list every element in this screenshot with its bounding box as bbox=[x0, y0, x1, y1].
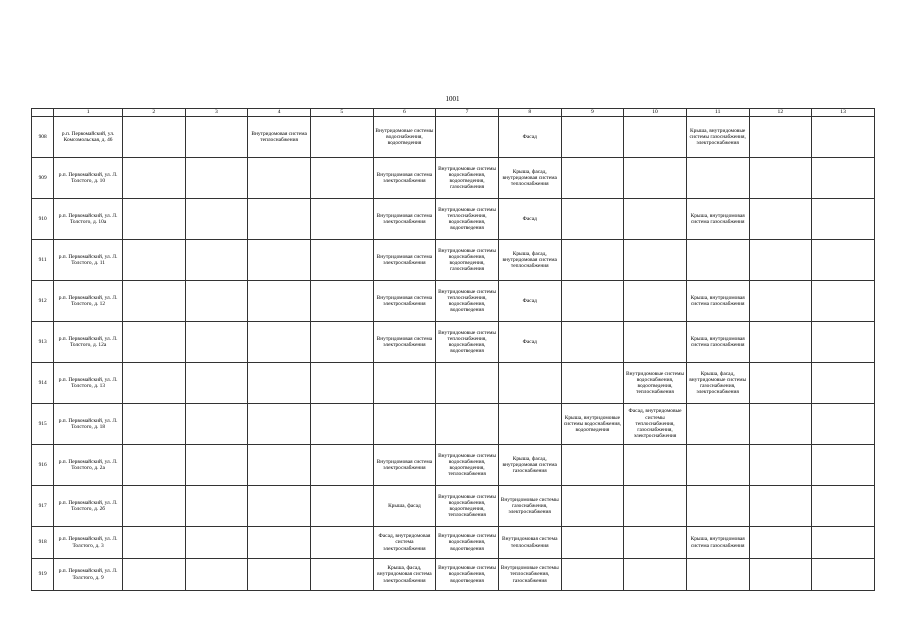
work-cell bbox=[436, 117, 499, 158]
work-cell bbox=[122, 281, 185, 322]
work-cell bbox=[310, 559, 373, 591]
work-cell bbox=[122, 199, 185, 240]
work-cell bbox=[749, 158, 812, 199]
table-row bbox=[32, 527, 875, 559]
work-cell bbox=[248, 559, 311, 591]
work-cell bbox=[436, 363, 499, 404]
row-number-cell: 909 bbox=[32, 158, 54, 199]
table-row bbox=[32, 158, 875, 199]
work-cell bbox=[248, 158, 311, 199]
work-cell: Внутридомовые системы водоснабжения, водоотведения, теплоснабжения bbox=[624, 363, 687, 404]
work-cell bbox=[561, 322, 624, 363]
page-number: 1001 bbox=[445, 95, 460, 103]
work-cell bbox=[185, 199, 248, 240]
work-cell: Крыша, внутридомовая система газоснабжения bbox=[686, 322, 749, 363]
work-cell: Крыша, внутридомовая система газоснабжения bbox=[686, 199, 749, 240]
work-cell bbox=[185, 322, 248, 363]
work-cell bbox=[624, 559, 687, 591]
work-cell bbox=[185, 363, 248, 404]
header-cell: 10 bbox=[624, 109, 687, 117]
work-cell: Крыша, фасад, внутридомовая система газоснабжения bbox=[498, 445, 561, 486]
table-row bbox=[32, 559, 875, 591]
work-cell bbox=[561, 240, 624, 281]
row-number-cell: 912 bbox=[32, 281, 54, 322]
header-cell-blank bbox=[32, 109, 54, 117]
work-cell: Фасад, внутридомовая система электроснабжения bbox=[373, 527, 436, 559]
work-cell bbox=[749, 445, 812, 486]
table-row bbox=[32, 199, 875, 240]
table-row bbox=[32, 445, 875, 486]
table-body bbox=[32, 109, 875, 591]
work-cell: Крыша, фасад, внутридомовая система электроснабжения bbox=[373, 559, 436, 591]
table-header-row bbox=[32, 109, 875, 117]
work-cell bbox=[561, 527, 624, 559]
work-cell bbox=[122, 158, 185, 199]
header-cell: 6 bbox=[373, 109, 436, 117]
work-cell bbox=[624, 117, 687, 158]
work-cell: Внутридомовые системы водоснабжения, водоотведения, теплоснабжения bbox=[436, 445, 499, 486]
work-cell bbox=[498, 404, 561, 445]
work-cell bbox=[624, 281, 687, 322]
table-row bbox=[32, 117, 875, 158]
table-row bbox=[32, 363, 875, 404]
row-number-cell: 910 bbox=[32, 199, 54, 240]
work-cell bbox=[310, 281, 373, 322]
work-cell bbox=[812, 322, 875, 363]
work-cell bbox=[624, 445, 687, 486]
address-cell: р.п. Первомайский, ул. Л. Толстого, д. 2а bbox=[54, 445, 123, 486]
work-cell bbox=[686, 404, 749, 445]
work-cell bbox=[812, 199, 875, 240]
work-cell bbox=[624, 199, 687, 240]
address-cell: р.п. Первомайский, ул. Л. Толстого, д. 12 bbox=[54, 281, 123, 322]
work-cell bbox=[248, 240, 311, 281]
address-cell: р.п. Первомайский, ул. Л. Толстого, д. 3 bbox=[54, 527, 123, 559]
work-cell bbox=[310, 117, 373, 158]
table-row bbox=[32, 322, 875, 363]
work-cell bbox=[310, 240, 373, 281]
work-cell bbox=[561, 199, 624, 240]
header-cell: 12 bbox=[749, 109, 812, 117]
work-cell bbox=[686, 240, 749, 281]
work-cell: Внутридомовая система электроснабжения bbox=[373, 158, 436, 199]
work-cell bbox=[686, 158, 749, 199]
work-cell bbox=[310, 486, 373, 527]
work-cell bbox=[812, 445, 875, 486]
work-cell bbox=[185, 527, 248, 559]
row-number-cell: 917 bbox=[32, 486, 54, 527]
work-cell: Внутридомовые системы теплоснабжения, водоснабжения, водоотведения bbox=[436, 322, 499, 363]
work-cell: Внутридомовые системы газоснабжения, электроснабжения bbox=[498, 486, 561, 527]
work-cell bbox=[310, 363, 373, 404]
table-row bbox=[32, 240, 875, 281]
header-cell: 4 bbox=[248, 109, 311, 117]
work-cell bbox=[185, 158, 248, 199]
header-cell: 13 bbox=[812, 109, 875, 117]
work-cell bbox=[812, 559, 875, 591]
row-number-cell: 916 bbox=[32, 445, 54, 486]
work-cell: Фасад bbox=[498, 322, 561, 363]
work-cell bbox=[749, 404, 812, 445]
work-cell bbox=[122, 527, 185, 559]
header-cell: 11 bbox=[686, 109, 749, 117]
work-cell: Внутридомовые системы теплоснабжения, водоснабжения, водоотведения bbox=[436, 199, 499, 240]
work-cell bbox=[185, 486, 248, 527]
work-cell bbox=[185, 445, 248, 486]
row-number-cell: 914 bbox=[32, 363, 54, 404]
work-cell bbox=[686, 445, 749, 486]
work-cell: Внутридомовые системы водоснабжения, водоотведения bbox=[373, 117, 436, 158]
work-cell bbox=[122, 486, 185, 527]
address-cell: р.п. Первомайский, ул. Л. Толстого, д. 9 bbox=[54, 559, 123, 591]
work-cell bbox=[248, 527, 311, 559]
work-cell bbox=[812, 404, 875, 445]
work-cell bbox=[812, 240, 875, 281]
work-cell bbox=[624, 240, 687, 281]
work-cell: Крыша, фасад bbox=[373, 486, 436, 527]
work-cell bbox=[122, 117, 185, 158]
work-cell bbox=[561, 363, 624, 404]
work-cell: Внутридомовая система теплоснабжения bbox=[248, 117, 311, 158]
work-cell bbox=[436, 404, 499, 445]
address-cell: р.п. Первомайский, ул. Л. Толстого, д. 11 bbox=[54, 240, 123, 281]
work-cell bbox=[248, 281, 311, 322]
work-cell bbox=[122, 363, 185, 404]
work-cell bbox=[310, 404, 373, 445]
work-cell bbox=[248, 445, 311, 486]
work-cell bbox=[248, 404, 311, 445]
work-cell bbox=[686, 559, 749, 591]
work-cell: Внутридомовые системы водоснабжения, водоотведения bbox=[436, 527, 499, 559]
work-cell: Внутридомовая система электроснабжения bbox=[373, 281, 436, 322]
schedule-table bbox=[31, 108, 875, 591]
work-cell: Внутридомовые системы водоснабжения, водоотведения bbox=[436, 559, 499, 591]
work-cell: Фасад bbox=[498, 117, 561, 158]
work-cell bbox=[561, 445, 624, 486]
work-cell bbox=[624, 158, 687, 199]
work-cell: Крыша, внутридомовые системы газоснабжения, электроснабжения bbox=[686, 117, 749, 158]
work-cell: Крыша, внутридомовая система газоснабжения bbox=[686, 527, 749, 559]
work-cell: Внутридомовая система электроснабжения bbox=[373, 240, 436, 281]
work-cell bbox=[122, 322, 185, 363]
work-cell bbox=[310, 199, 373, 240]
header-cell: 1 bbox=[54, 109, 123, 117]
address-cell: р.п. Первомайский, ул. Л. Толстого, д. 10а bbox=[54, 199, 123, 240]
work-cell bbox=[122, 240, 185, 281]
address-cell: р.п. Первомайский, ул. Л. Толстого, д. 10 bbox=[54, 158, 123, 199]
work-cell: Внутридомовые системы теплоснабжения, газоснабжения bbox=[498, 559, 561, 591]
work-cell: Внутридомовые системы водоснабжения, водоотведения, газоснабжения bbox=[436, 240, 499, 281]
work-cell bbox=[624, 527, 687, 559]
work-cell bbox=[185, 281, 248, 322]
work-cell bbox=[310, 527, 373, 559]
work-cell bbox=[749, 527, 812, 559]
row-number-cell: 911 bbox=[32, 240, 54, 281]
work-cell bbox=[498, 363, 561, 404]
work-cell bbox=[122, 445, 185, 486]
address-cell: р.п. Первомайский, ул. Л. Толстого, д. 18 bbox=[54, 404, 123, 445]
row-number-cell: 918 bbox=[32, 527, 54, 559]
work-cell bbox=[185, 117, 248, 158]
header-cell: 7 bbox=[436, 109, 499, 117]
work-cell bbox=[373, 404, 436, 445]
header-cell: 2 bbox=[122, 109, 185, 117]
work-cell bbox=[749, 363, 812, 404]
work-cell bbox=[749, 199, 812, 240]
work-cell bbox=[812, 486, 875, 527]
work-cell: Внутридомовая система электроснабжения bbox=[373, 445, 436, 486]
work-cell bbox=[248, 363, 311, 404]
row-number-cell: 908 bbox=[32, 117, 54, 158]
work-cell bbox=[248, 322, 311, 363]
work-cell bbox=[122, 404, 185, 445]
work-cell bbox=[310, 158, 373, 199]
work-cell: Внутридомовые системы теплоснабжения, водоснабжения, водоотведения bbox=[436, 281, 499, 322]
work-cell: Фасад bbox=[498, 199, 561, 240]
work-cell bbox=[812, 527, 875, 559]
table-row bbox=[32, 281, 875, 322]
work-cell: Крыша, внутридомовая система газоснабжения bbox=[686, 281, 749, 322]
work-cell: Крыша, фасад, внутридомовая система теплоснабжения bbox=[498, 158, 561, 199]
work-cell: Внутридомовые системы водоснабжения, водоотведения, газоснабжения bbox=[436, 158, 499, 199]
work-cell bbox=[185, 559, 248, 591]
work-cell bbox=[248, 486, 311, 527]
work-cell: Внутридомовая система электроснабжения bbox=[373, 322, 436, 363]
work-cell bbox=[812, 117, 875, 158]
work-cell bbox=[561, 158, 624, 199]
work-cell: Фасад bbox=[498, 281, 561, 322]
header-cell: 5 bbox=[310, 109, 373, 117]
header-cell: 9 bbox=[561, 109, 624, 117]
work-cell bbox=[749, 117, 812, 158]
work-cell: Внутридомовая система электроснабжения bbox=[373, 199, 436, 240]
work-cell bbox=[310, 445, 373, 486]
work-cell bbox=[561, 281, 624, 322]
work-cell bbox=[749, 322, 812, 363]
work-cell bbox=[561, 559, 624, 591]
address-cell: р.п. Первомайский, ул. Л. Толстого, д. 13 bbox=[54, 363, 123, 404]
row-number-cell: 915 bbox=[32, 404, 54, 445]
work-cell: Внутридомовая система теплоснабжения bbox=[498, 527, 561, 559]
work-cell: Крыша, фасад, внутридомовые системы газоснабжения, электроснабжения bbox=[686, 363, 749, 404]
table-row bbox=[32, 486, 875, 527]
work-cell bbox=[561, 117, 624, 158]
address-cell: р.п. Первомайский, ул. Комсомольская, д. 46 bbox=[54, 117, 123, 158]
work-cell bbox=[812, 281, 875, 322]
work-cell: Крыша, внутридомовые системы водоснабжения, водоотведения bbox=[561, 404, 624, 445]
work-cell bbox=[122, 559, 185, 591]
work-cell bbox=[373, 363, 436, 404]
work-cell bbox=[185, 404, 248, 445]
work-cell: Крыша, фасад, внутридомовая система теплоснабжения bbox=[498, 240, 561, 281]
work-cell bbox=[812, 363, 875, 404]
work-cell bbox=[812, 158, 875, 199]
work-cell bbox=[624, 486, 687, 527]
address-cell: р.п. Первомайский, ул. Л. Толстого, д. 12а bbox=[54, 322, 123, 363]
work-cell bbox=[624, 322, 687, 363]
header-cell: 3 bbox=[185, 109, 248, 117]
work-cell bbox=[185, 240, 248, 281]
work-cell: Фасад, внутридомовые системы теплоснабжения, газоснабжения, электроснабжения bbox=[624, 404, 687, 445]
work-cell: Внутридомовые системы водоснабжения, водоотведения, теплоснабжения bbox=[436, 486, 499, 527]
table-row bbox=[32, 404, 875, 445]
row-number-cell: 913 bbox=[32, 322, 54, 363]
work-cell bbox=[686, 486, 749, 527]
work-cell bbox=[248, 199, 311, 240]
header-cell: 8 bbox=[498, 109, 561, 117]
work-cell bbox=[749, 240, 812, 281]
work-cell bbox=[749, 486, 812, 527]
work-cell bbox=[749, 559, 812, 591]
work-cell bbox=[561, 486, 624, 527]
work-cell bbox=[310, 322, 373, 363]
address-cell: р.п. Первомайский, ул. Л. Толстого, д. 2б bbox=[54, 486, 123, 527]
row-number-cell: 919 bbox=[32, 559, 54, 591]
work-cell bbox=[749, 281, 812, 322]
